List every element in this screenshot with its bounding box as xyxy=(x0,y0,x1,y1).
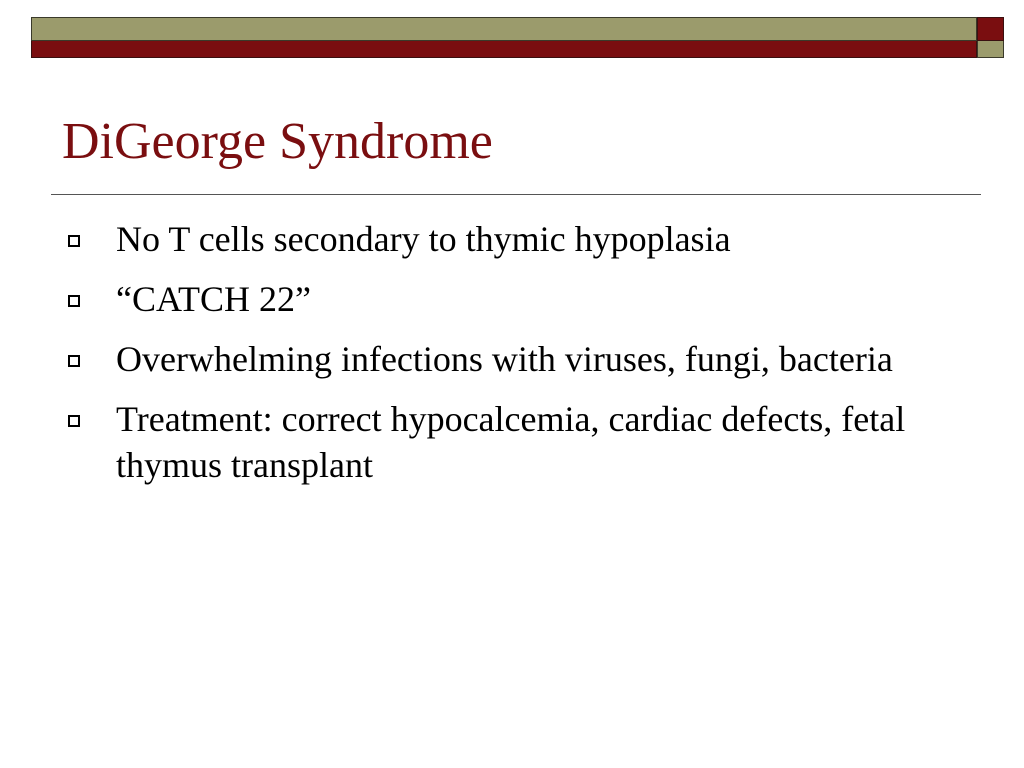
header-band-olive xyxy=(31,17,977,41)
bullet-text: “CATCH 22” xyxy=(116,279,311,319)
header-corner-olive-block xyxy=(977,41,1004,58)
bullet-text: No T cells secondary to thymic hypoplasia xyxy=(116,219,731,259)
header-corner-red-block xyxy=(977,17,1004,41)
hollow-square-icon xyxy=(68,415,80,427)
bullet-item xyxy=(62,396,962,488)
hollow-square-icon xyxy=(68,235,80,247)
header-band-red xyxy=(31,41,977,58)
bullet-list xyxy=(62,216,962,502)
title-divider xyxy=(51,194,981,195)
bullet-text: Treatment: correct hypocalcemia, cardiac defects, fetal thymus transplant xyxy=(116,399,906,485)
bullet-item xyxy=(62,336,962,382)
hollow-square-icon xyxy=(68,295,80,307)
bullet-item xyxy=(62,216,962,262)
bullet-text: Overwhelming infections with viruses, fungi, bacteria xyxy=(116,339,893,379)
bullet-item xyxy=(62,276,962,322)
slide-title: DiGeorge Syndrome xyxy=(62,113,493,170)
hollow-square-icon xyxy=(68,355,80,367)
